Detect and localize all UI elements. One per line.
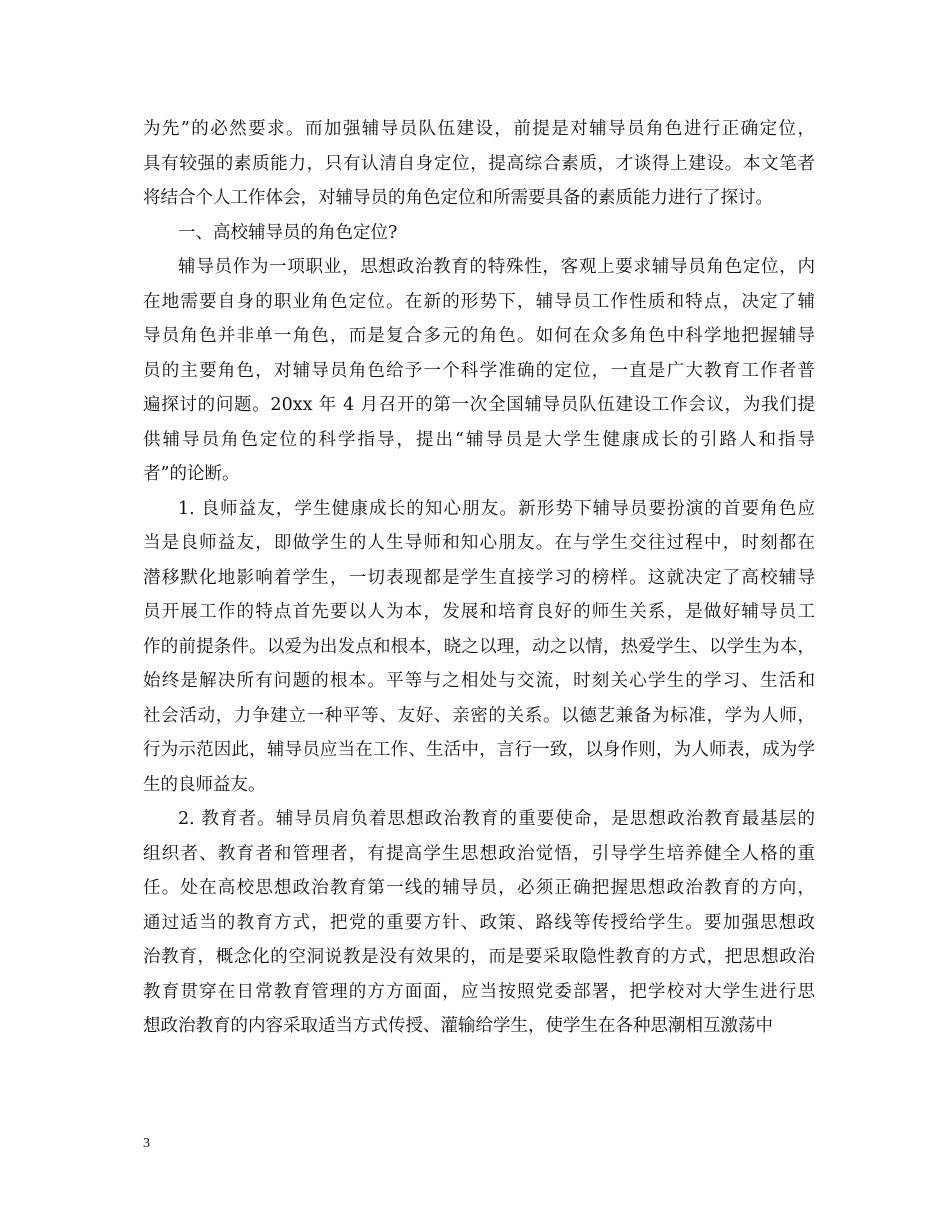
text-line: 具有较强的素质能力，只有认清自身定位，提高综合素质，才谈得上建设。本文笔者 bbox=[143, 153, 815, 174]
text-line: 者”的论断。 bbox=[143, 464, 240, 484]
text-line: 治教育，概念化的空洞说教是没有效果的，而是要采取隐性教育的方式，把思想政治 bbox=[143, 947, 815, 967]
document-body bbox=[143, 112, 815, 1044]
paragraph bbox=[143, 112, 815, 216]
text-line: 员开展工作的特点首先要以人为本，发展和培育良好的师生关系，是做好辅导员工 bbox=[143, 602, 815, 622]
text-line: 2. 教育者。辅导员肩负着思想政治教育的重要使命，是思想政治教育最基层的 bbox=[178, 809, 815, 829]
text-line: 当是良师益友，即做学生的人生导师和知心朋友。在与学生交往过程中，时刻都在 bbox=[143, 533, 815, 553]
paragraph bbox=[143, 492, 815, 803]
paragraph bbox=[143, 250, 815, 492]
text-line: 员的主要角色，对辅导员角色给予一个科学准确的定位，一直是广大教育工作者普 bbox=[143, 360, 815, 381]
text-line: 始终是解决所有问题的根本。平等与之相处与交流，时刻关心学生的学习、生活和 bbox=[143, 671, 815, 691]
text-line: 供辅导员角色定位的科学指导，提出“辅导员是大学生健康成长的引路人和指导 bbox=[143, 429, 815, 450]
page-number: 3 bbox=[143, 1136, 150, 1151]
text-line: 在地需要自身的职业角色定位。在新的形势下，辅导员工作性质和特点，决定了辅 bbox=[143, 291, 815, 312]
text-line: 生的良师益友。 bbox=[143, 774, 266, 795]
text-line: 作的前提条件。以爱为出发点和根本，晓之以理，动之以情，热爱学生、以学生为本， bbox=[143, 636, 815, 657]
text-line: 导员角色并非单一角色，而是复合多元的角色。如何在众多角色中科学地把握辅导 bbox=[143, 326, 815, 346]
text-line: 社会活动，力争建立一种平等、友好、亲密的关系。以德艺兼备为标准，学为人师， bbox=[143, 705, 815, 726]
text-line: 通过适当的教育方式，把党的重要方针、政策、路线等传授给学生。要加强思想政 bbox=[143, 912, 815, 933]
text-line: 想政治教育的内容采取适当方式传授、灌输给学生，使学生在各种思潮相互激荡中 bbox=[143, 1016, 773, 1036]
text-line: 任。处在高校思想政治教育第一线的辅导员，必须正确把握思想政治教育的方向， bbox=[143, 878, 815, 898]
text-line: 一、高校辅导员的角色定位? bbox=[178, 222, 398, 243]
paragraph bbox=[143, 802, 815, 1044]
text-line: 1. 良师益友，学生健康成长的知心朋友。新形势下辅导员要扮演的首要角色应 bbox=[178, 498, 815, 519]
text-line: 辅导员作为一项职业，思想政治教育的特殊性，客观上要求辅导员角色定位，内 bbox=[178, 257, 815, 277]
text-line: 潜移默化地影响着学生，一切表现都是学生直接学习的榜样。这就决定了高校辅导 bbox=[143, 567, 815, 588]
text-line: 为先”的必然要求。而加强辅导员队伍建设，前提是对辅导员角色进行正确定位， bbox=[143, 119, 815, 139]
text-line: 行为示范因此，辅导员应当在工作、生活中，言行一致，以身作则，为人师表，成为学 bbox=[143, 740, 815, 760]
text-line: 将结合个人工作体会，对辅导员的角色定位和所需要具备的素质能力进行了探讨。 bbox=[143, 188, 773, 208]
text-line: 遍探讨的问题。20xx 年 4 月召开的第一次全国辅导员队伍建设工作会议，为我们提 bbox=[143, 395, 815, 415]
text-line: 教育贯穿在日常教育管理的方方面面，应当按照党委部署，把学校对大学生进行思 bbox=[143, 981, 815, 1002]
text-line: 组织者、教育者和管理者，有提高学生思想政治觉悟，引导学生培养健全人格的重 bbox=[143, 843, 815, 864]
paragraph bbox=[143, 216, 815, 251]
